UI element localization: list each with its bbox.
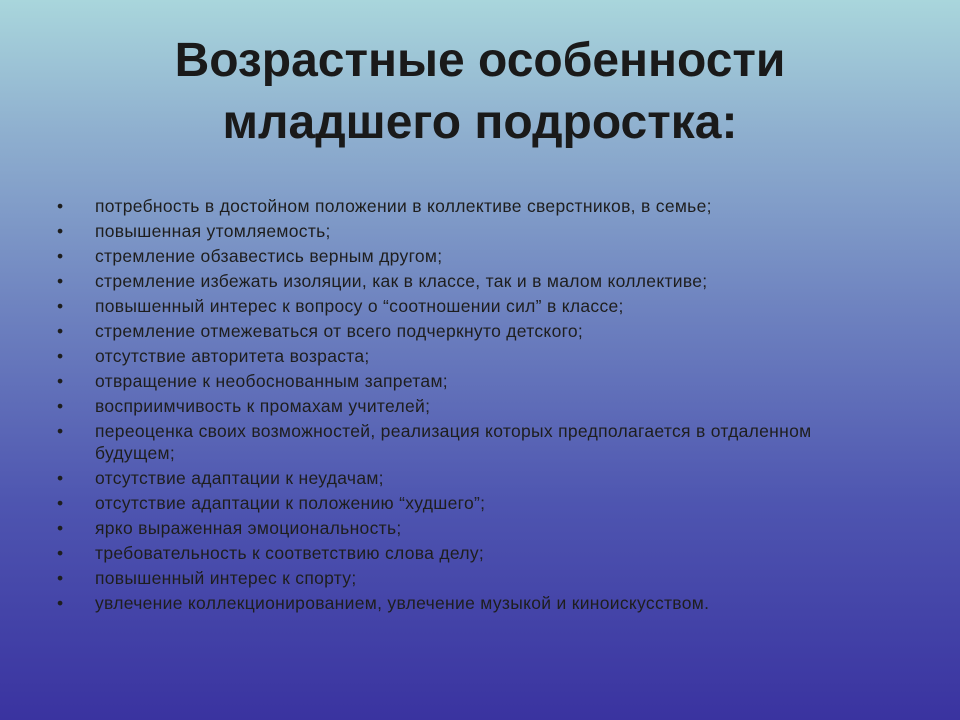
- bullet-icon: •: [57, 517, 64, 538]
- slide-title-line-2: младшего подростка:: [222, 96, 738, 149]
- list-item-text: повышенная утомляемость;: [95, 221, 331, 241]
- list-item: [57, 593, 857, 615]
- list-item-text: ярко выраженная эмоциональность;: [95, 517, 402, 538]
- list-item-text: стремление отмежеваться от всего подчеркнуто детского;: [95, 321, 584, 341]
- list-item: [57, 568, 857, 590]
- slide-title: [40, 30, 920, 154]
- list-item: [57, 346, 857, 368]
- list-item: [57, 493, 857, 515]
- list-item-text: восприимчивость к промахам учителей;: [95, 396, 431, 416]
- list-item: [57, 518, 857, 540]
- bullet-icon: •: [57, 271, 64, 291]
- list-item: [57, 371, 857, 393]
- bullet-icon: •: [57, 542, 64, 563]
- bullet-icon: •: [57, 396, 64, 416]
- bullet-icon: •: [57, 196, 64, 216]
- list-item-text: стремление обзавестись верным другом;: [95, 246, 443, 266]
- list-item: [57, 296, 857, 318]
- bullet-icon: •: [57, 346, 64, 366]
- bullet-icon: •: [57, 321, 64, 341]
- list-item: [57, 468, 857, 490]
- list-item-text: отсутствие адаптации к положению “худшего”;: [95, 492, 486, 513]
- list-item-text: требовательность к соответствию слова делу;: [95, 542, 485, 563]
- slide-title-line-1: Возрастные особенности: [174, 34, 786, 87]
- bullet-icon: •: [57, 246, 64, 266]
- bullet-icon: •: [57, 296, 64, 316]
- list-item: [57, 543, 857, 565]
- list-item: [57, 421, 857, 464]
- bullet-icon: •: [57, 221, 64, 241]
- list-item: [57, 196, 857, 218]
- list-item: [57, 271, 857, 293]
- list-item-text: отсутствие адаптации к неудачам;: [95, 467, 384, 488]
- list-item: [57, 246, 857, 268]
- list-item-text: повышенный интерес к вопросу о “соотношении сил” в классе;: [95, 296, 624, 316]
- list-item: [57, 221, 857, 243]
- list-item-text: отсутствие авторитета возраста;: [95, 346, 370, 366]
- list-item-text: повышенный интерес к спорту;: [95, 567, 357, 588]
- bullet-icon: •: [57, 421, 64, 441]
- bullet-icon: •: [57, 592, 64, 613]
- list-item-text: потребность в достойном положении в коллективе сверстников, в семье;: [95, 196, 712, 216]
- list-item-text: переоценка своих возможностей, реализация которых предполагается в отдаленном будущем;: [95, 421, 812, 463]
- list-item: [57, 321, 857, 343]
- list-item-text: стремление избежать изоляции, как в классе, так и в малом коллективе;: [95, 271, 708, 291]
- list-item-text: увлечение коллекционированием, увлечение музыкой и киноискусством.: [95, 592, 710, 613]
- bullet-icon: •: [57, 492, 64, 513]
- bullet-icon: •: [57, 467, 64, 488]
- bullet-icon: •: [57, 371, 64, 391]
- bullet-icon: •: [57, 567, 64, 588]
- bullet-list: [57, 196, 857, 618]
- list-item: [57, 396, 857, 418]
- list-item-text: отвращение к необоснованным запретам;: [95, 371, 448, 391]
